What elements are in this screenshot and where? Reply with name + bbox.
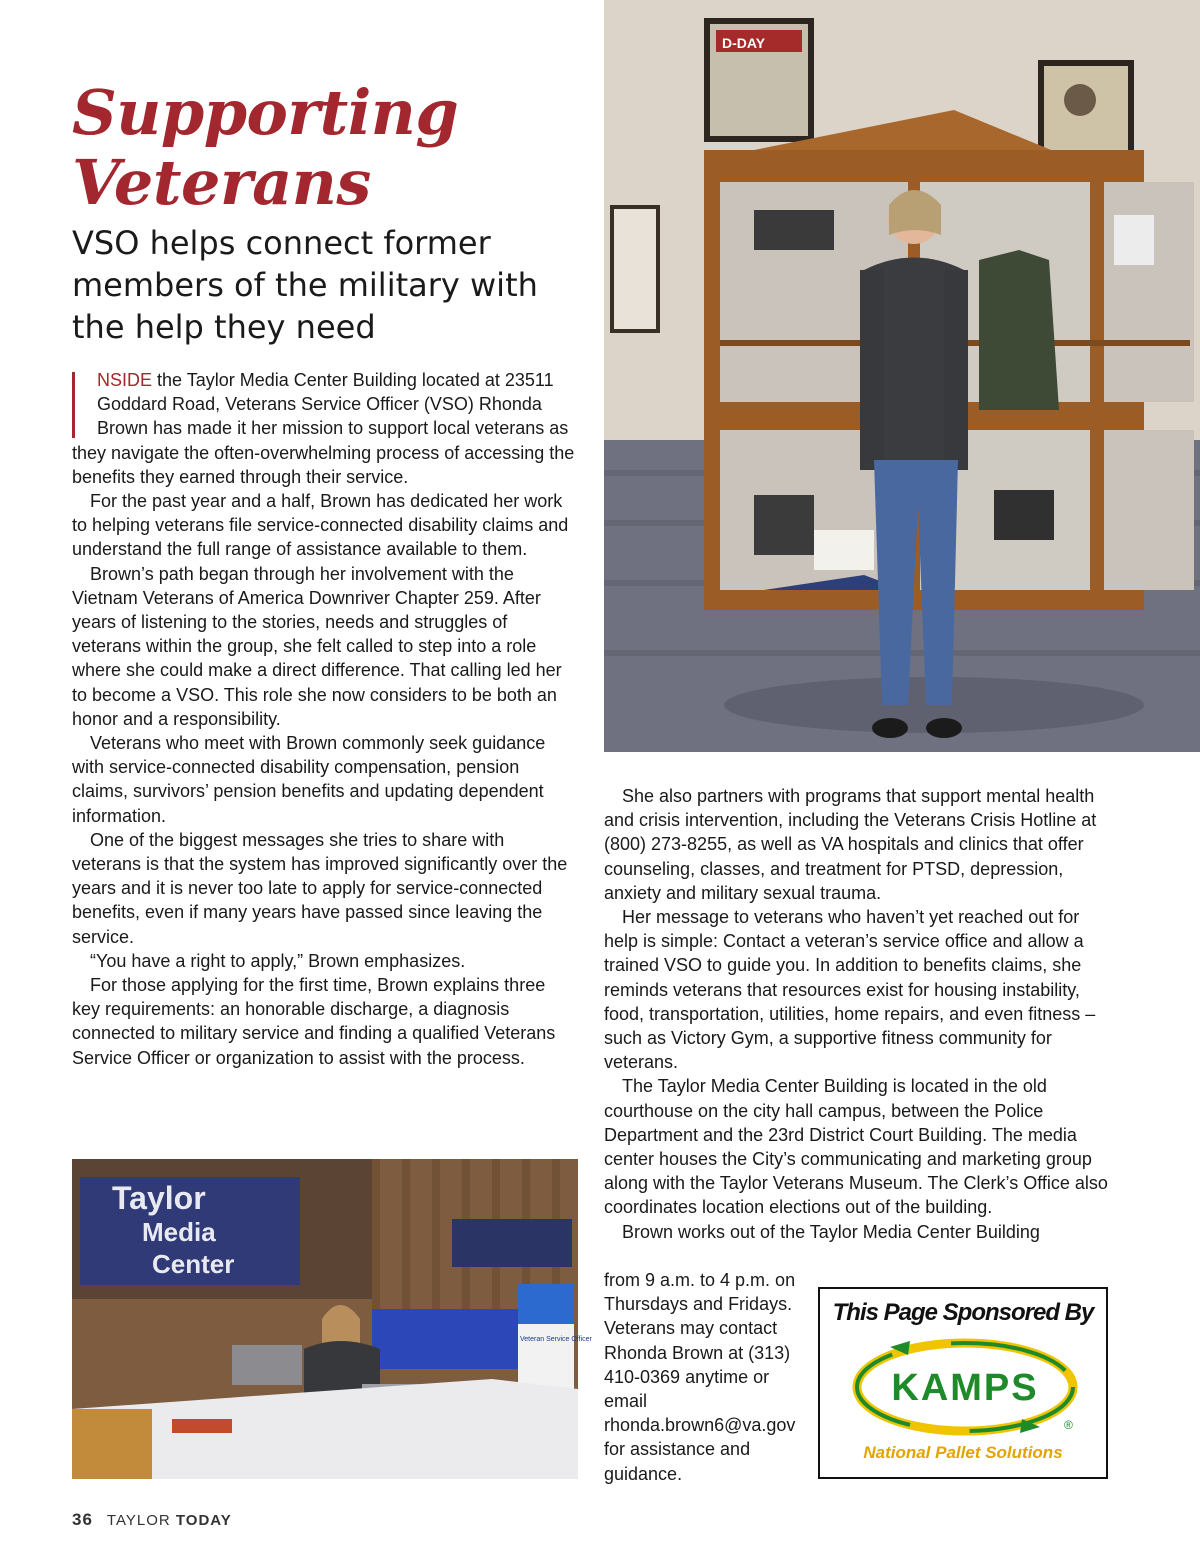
sign-line-2: Media — [142, 1217, 216, 1247]
article-paragraph — [72, 368, 578, 489]
article-paragraph: One of the biggest messages she tries to share with veterans is that the system has improved significantly over the years and it is never too late to apply for service-connected benefits, even if many years have passed since leaving the service. — [72, 829, 568, 947]
sponsor-tagline: National Pallet Solutions — [863, 1443, 1063, 1462]
article-paragraph: Brown’s path began through her involvement with the Vietnam Veterans of America Downriver Chapter 259. After years of listening to the stories, needs and struggles of veterans within the group, she felt called to step into a role where she could make a direct difference. That calling led her to become a VSO. This role she now considers to be both an honor and a responsibility. — [72, 563, 562, 729]
article-paragraph: “You have a right to apply,” Brown emphasizes. — [90, 950, 466, 971]
lead-in: NSIDE — [97, 370, 153, 390]
article-paragraph: Brown works out of the Taylor Media Center Building — [622, 1221, 1040, 1242]
article-paragraph: Her message to veterans who haven’t yet reached out for help is simple: Contact a veteran’s service office and allow a trained VSO to guide you. In addition to benefits claims, she reminds veterans that resources exist for housing instability, food, transportation, utilities, home repairs, and even fitness – such as Victory Gym, a supportive fitness community for veterans. — [604, 907, 1096, 1073]
registered-mark: ® — [1064, 1418, 1073, 1432]
sign-line-3: Center — [152, 1249, 235, 1279]
page-number: 36 — [72, 1510, 93, 1529]
poster-left-text: D-DAY — [722, 35, 766, 51]
hero-photo — [604, 0, 1200, 752]
publication-name-a: TAYLOR — [106, 1512, 176, 1529]
article-column-right-narrow — [604, 1268, 804, 1486]
lead-paragraph-text: the Taylor Media Center Building located at 23511 Goddard Road, Veterans Service Officer (VSO) Rhonda Brown has made it her mission to support local veterans as they navigate the often-overwhelming process of accessing the benefits they earned through their service. — [72, 370, 575, 487]
banner-title: Veteran Service Officer — [520, 1336, 592, 1343]
publication-name-b: TODAY — [175, 1512, 232, 1529]
page-footer — [72, 1510, 232, 1530]
kamps-logo — [850, 1337, 1080, 1437]
article-paragraph: The Taylor Media Center Building is located in the old courthouse on the city hall campus, between the Police Department and the 23rd District Court Building. The media center houses the City’s communicating and marketing group along with the Taylor Veterans Museum. The Clerk’s Office also coordinates location elections out of the building. — [604, 1076, 1108, 1218]
museum-photo-illustration — [604, 0, 1200, 752]
desk-photo — [72, 1159, 592, 1479]
article-paragraph: For the past year and a half, Brown has dedicated her work to helping veterans file service-connected disability claims and understand the full range of assistance available to them. — [72, 491, 569, 560]
kamps-logo-text: KAMPS — [891, 1367, 1039, 1409]
drop-cap — [72, 372, 89, 438]
publication-name — [107, 1512, 232, 1529]
article-title: Supporting Veterans — [72, 76, 459, 219]
article-subtitle: VSO helps connect former members of the military with the help they need — [72, 224, 538, 346]
sign-line-1: Taylor — [112, 1180, 206, 1216]
article-paragraph: For those applying for the first time, Brown explains three key requirements: an honorable discharge, a diagnosis connected to military service and finding a qualified Veterans Service Officer or organization to assist with the process. — [72, 975, 556, 1068]
article-column-right — [604, 784, 1112, 1244]
sponsor-box — [818, 1287, 1108, 1479]
article-paragraph-continued: from 9 a.m. to 4 p.m. on Thursdays and Fridays. Veterans may contact Rhonda Brown at (313) 410-0369 anytime or email rhonda.brown6@va.gov for assistance and guidance. — [604, 1270, 796, 1484]
sponsor-title: This Page Sponsored By — [832, 1299, 1094, 1326]
article-paragraph: She also partners with programs that support mental health and crisis intervention, including the Veterans Crisis Hotline at (800) 273-8255, as well as VA hospitals and clinics that offer counseling, classes, and treatment for PTSD, depression, anxiety and military sexual trauma. — [604, 786, 1097, 903]
article-column-left — [72, 368, 578, 1070]
media-center-photo-illustration — [72, 1159, 592, 1479]
article-paragraph: Veterans who meet with Brown commonly seek guidance with service-connected disability compensation, pension claims, survivors’ pension benefits and updating dependent information. — [72, 733, 546, 826]
